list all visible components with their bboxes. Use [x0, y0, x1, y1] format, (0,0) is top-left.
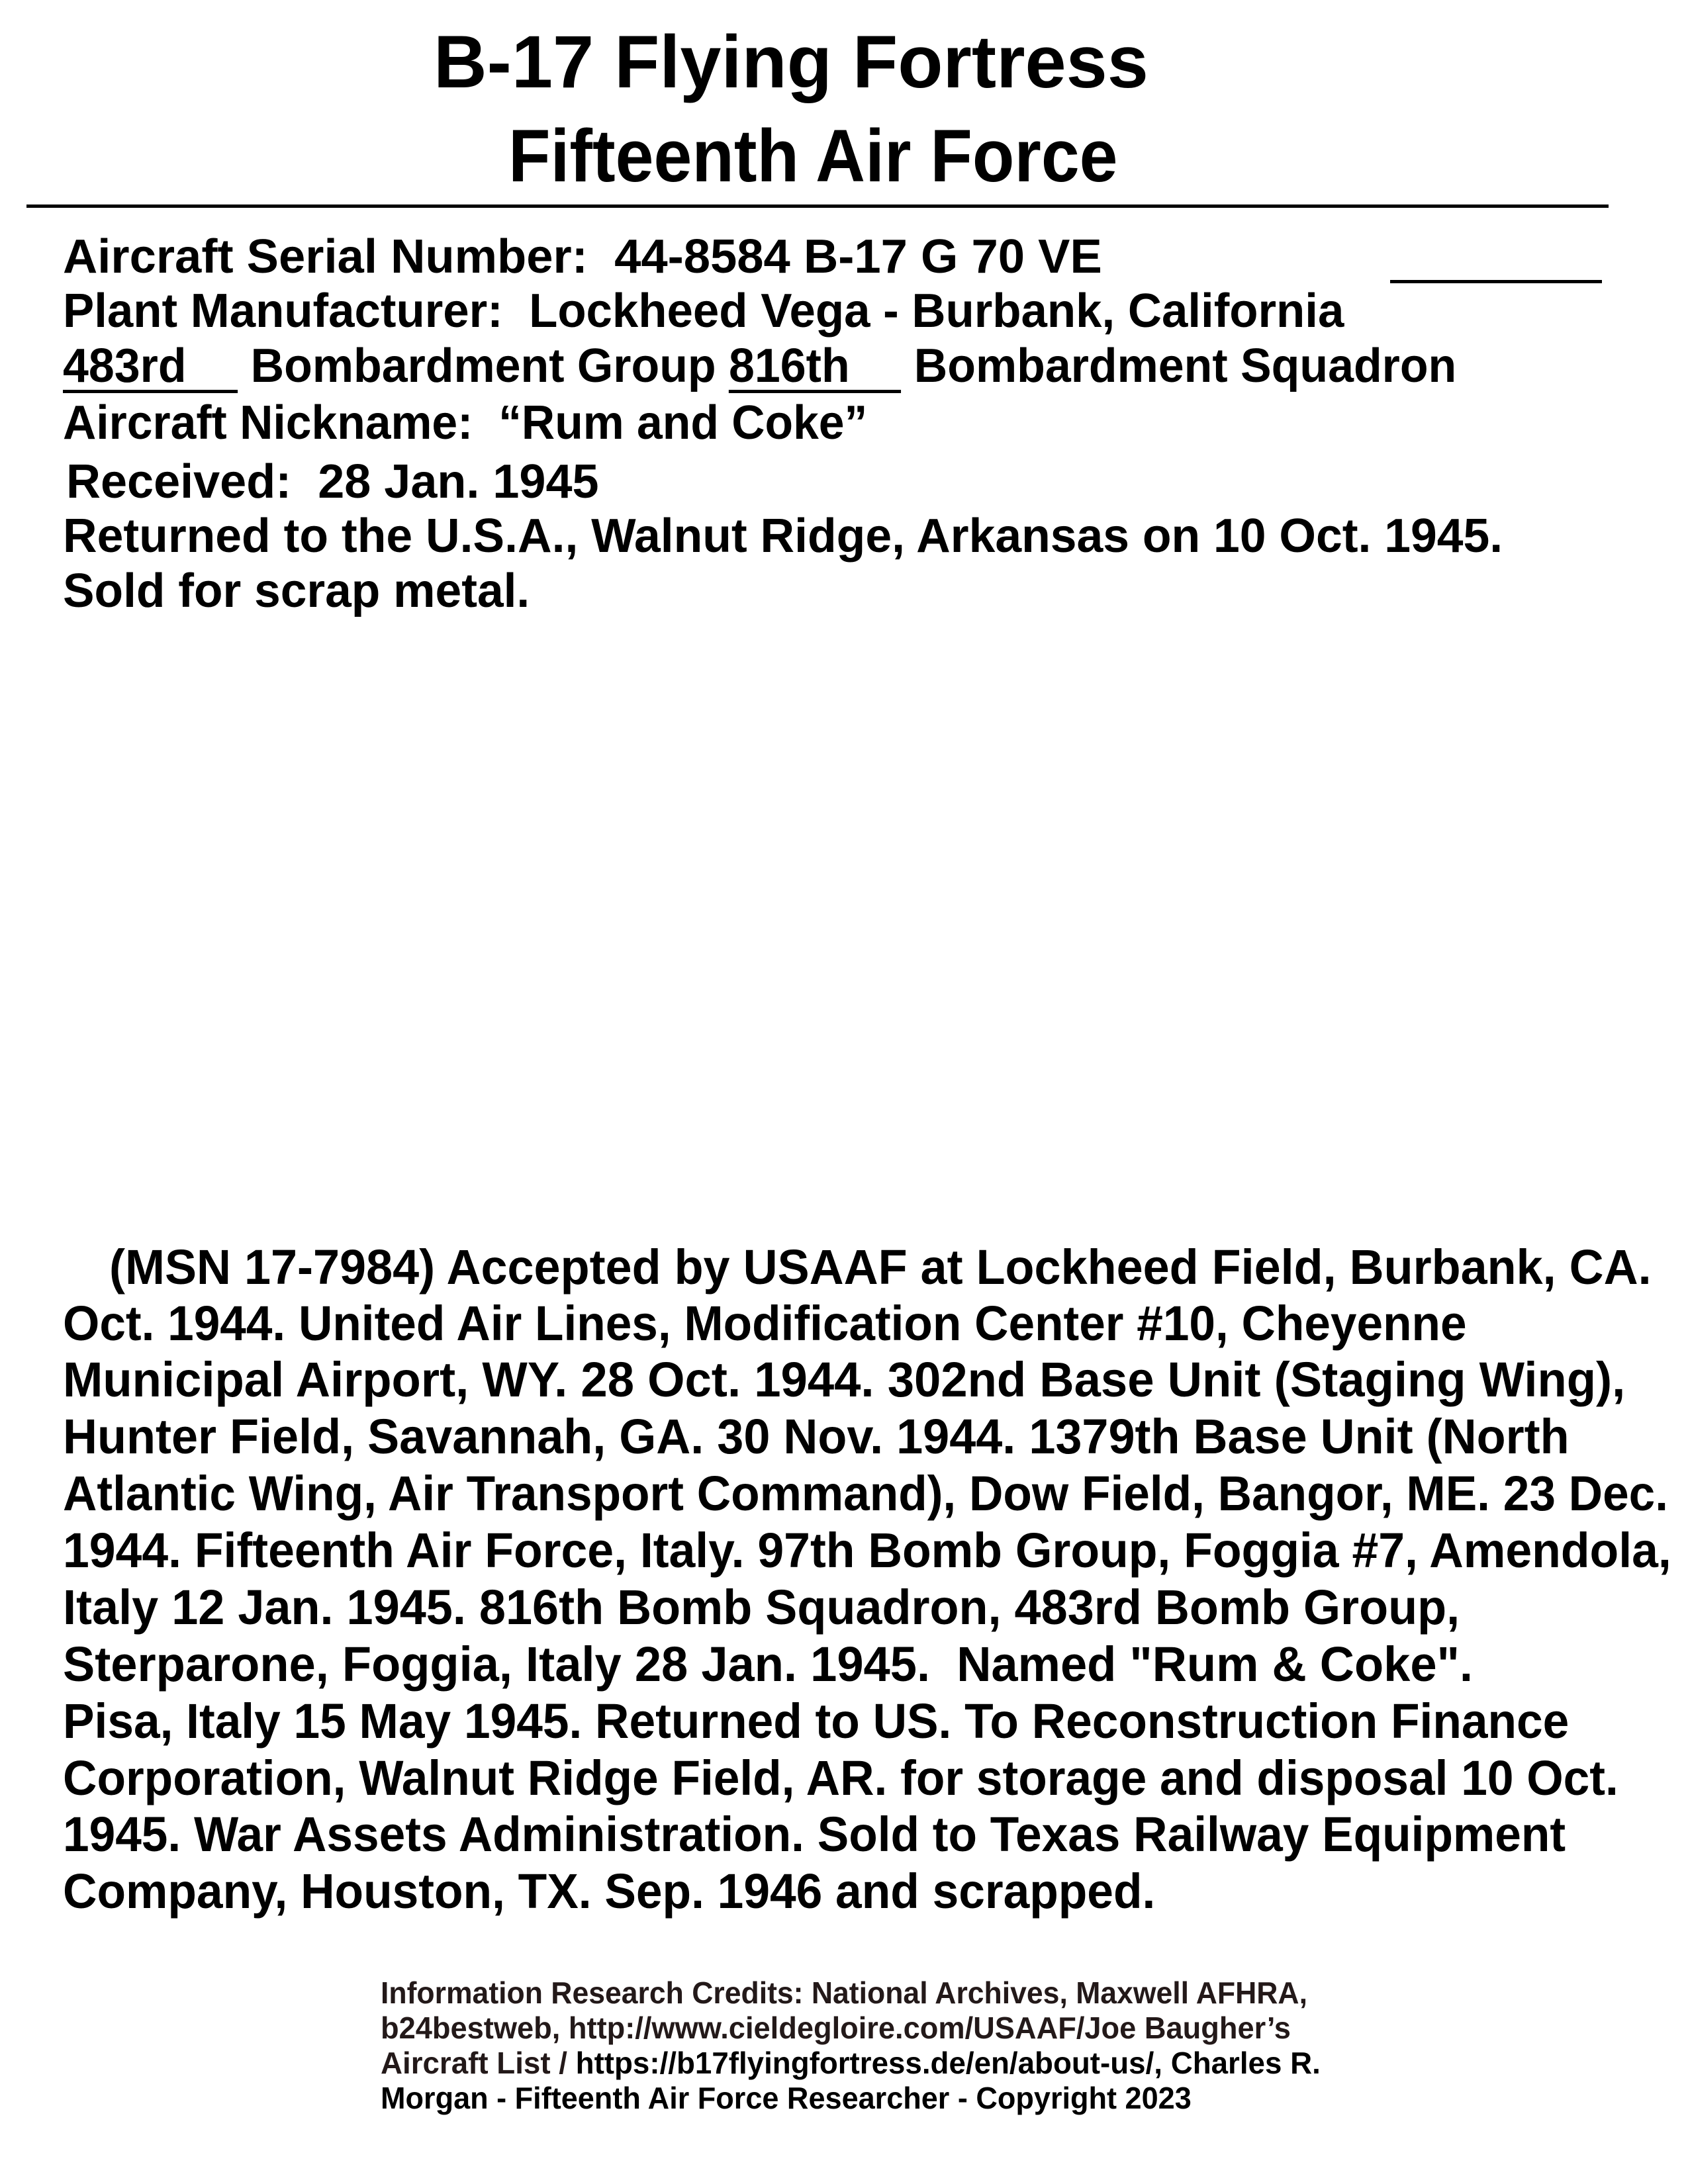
credits-line-3 [381, 2048, 1321, 2078]
header-divider [26, 205, 1609, 208]
history-line: (MSN 17-7984) Accepted by USAAF at Lockheed Field, Burbank, CA. [109, 1240, 1652, 1295]
group-value: 483rd [63, 342, 238, 393]
history-line: Pisa, Italy 15 May 1945. Returned to US. To Reconstruction Finance [63, 1694, 1570, 1749]
history-line: Company, Houston, TX. Sep. 1946 and scrapped. [63, 1864, 1156, 1919]
history-line: 1944. Fifteenth Air Force, Italy. 97th Bomb Group, Foggia #7, Amendola, [63, 1523, 1671, 1578]
nickname-value: “Rum and Coke” [498, 396, 868, 449]
history-line: Municipal Airport, WY. 28 Oct. 1944. 302nd Base Unit (Staging Wing), [63, 1352, 1626, 1407]
blank-line [1390, 280, 1602, 283]
nickname-row [63, 396, 868, 449]
manufacturer-row [63, 285, 1344, 338]
title-line-1: B-17 Flying Fortress [434, 21, 1149, 103]
manufacturer-label: Plant Manufacturer: [63, 285, 503, 338]
history-line: Corporation, Walnut Ridge Field, AR. for storage and disposal 10 Oct. [63, 1751, 1618, 1805]
returned-text: Returned to the U.S.A., Walnut Ridge, Arkansas on 10 Oct. 1945. [63, 510, 1503, 563]
credits-line-3a: Aircraft List / [381, 2046, 576, 2080]
serial-value: 44-8584 B-17 G 70 VE [614, 230, 1102, 283]
history-line: Oct. 1944. United Air Lines, Modification Center #10, Cheyenne [63, 1296, 1467, 1351]
title-line-2: Fifteenth Air Force [508, 114, 1118, 197]
history-line: Italy 12 Jan. 1945. 816th Bomb Squadron, 483rd Bomb Group, [63, 1580, 1460, 1635]
unit-row [63, 342, 1456, 393]
nickname-label: Aircraft Nickname: [63, 396, 473, 449]
group-label: Bombardment Group [250, 340, 716, 392]
credits-line-4: Morgan - Fifteenth Air Force Researcher - Copyright 2023 [381, 2081, 1192, 2115]
received-label: Received: [66, 455, 292, 508]
disposition-text: Sold for scrap metal. [63, 565, 530, 617]
history-line: Hunter Field, Savannah, GA. 30 Nov. 1944. 1379th Base Unit (North [63, 1409, 1570, 1464]
squadron-value: 816th [729, 342, 901, 393]
squadron-label: Bombardment Squadron [914, 340, 1457, 392]
received-value: 28 Jan. 1945 [318, 455, 599, 508]
credits-line-1: Information Research Credits: National Archives, Maxwell AFHRA, [381, 1976, 1307, 2010]
history-line: 1945. War Assets Administration. Sold to Texas Railway Equipment [63, 1807, 1566, 1862]
serial-label: Aircraft Serial Number: [63, 230, 588, 283]
history-line: Atlantic Wing, Air Transport Command), Dow Field, Bangor, ME. 23 Dec. [63, 1466, 1669, 1521]
manufacturer-value: Lockheed Vega - Burbank, California [529, 285, 1344, 338]
history-line: Sterparone, Foggia, Italy 28 Jan. 1945. Named "Rum & Coke". [63, 1637, 1473, 1692]
serial-number-row [63, 230, 1102, 283]
received-row [66, 455, 599, 508]
credits-line-3b: https://b17flyingfortress.de/en/about-us/, Charles R. [575, 2046, 1321, 2080]
credits-line-2: b24bestweb, http://www.cieldegloire.com/USAAF/Joe Baugher’s [381, 2011, 1291, 2045]
